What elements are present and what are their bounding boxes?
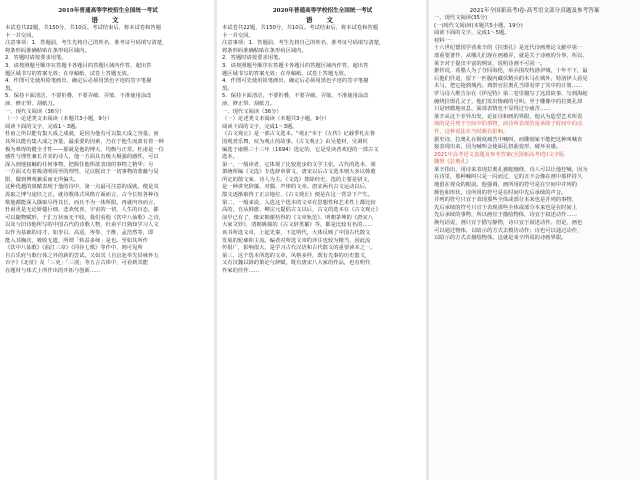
text-line: 杜甫更是无论妍媸巨细，悲欢忧喜，宇宙的一切，人生的百态，都 xyxy=(5,207,159,214)
text-line: 颜色和形状，诗所用的符号是在时间中先后承续的声音。 xyxy=(434,189,567,196)
subject-heading: 语 文 xyxy=(305,16,339,24)
text-line: 部重要著作，从哪儿们现在画被弄，就是关于诗画的分界，所以， xyxy=(434,52,588,59)
text-line: 本试卷共22题，共150分，共10页。考试结束后，将本试卷和答题 xyxy=(5,25,162,31)
text-line: 自古乐府与歌行体之外的新的尝试。又如其《自京赴奉先县咏怀五 xyxy=(5,252,159,259)
text-line: 传很广，影响很大，是学习古代汉语和古代散文的重要读本之一。 xyxy=(222,245,376,252)
text-line: 卡一并交回。 xyxy=(222,32,254,39)
exam-page-2020 xyxy=(214,0,428,480)
text-line: 先后承续的事物，所以画宜于描绘物体，诗宜于叙述动作…… xyxy=(434,212,578,219)
text-line: 莱辛指出，用诗来表现拉奥孔被蛇缠绕，诗人可以让他狂喊，因为 xyxy=(434,166,588,173)
text-line: 后他们佯退，留下一匹腹内藏伏精兵的木马在城外，特洛伊人看见 xyxy=(434,75,588,82)
text-line: 将条形码准确粘贴在条形码区域内。 xyxy=(222,47,307,54)
text-line: 能入其胸次，吸收无遗，所谓「转益多师」是也。至如其所作 xyxy=(5,237,149,244)
text-line: 并列的符号只宜于表现那些全体或部分本来也是并列的事物， xyxy=(434,197,578,204)
text-line: 只是轻微地叹息，面部表情也不显得过分痛苦…… xyxy=(434,106,551,113)
text-line: 第三，这个选本所选的文章，风格多样，既有先秦的历史散文， xyxy=(222,252,371,259)
text-line: 一、现代文阅读(35分) xyxy=(434,15,488,21)
text-line: (一)现代文阅读Ⅰ(本题共5小题，19分) xyxy=(434,22,523,29)
text-line: 《饮中八仙歌》《曲江三章》《同谷七歌》等作中，则可见所 xyxy=(5,245,143,252)
text-line: （一）论述类文本阅读（本题共3小题，9分） xyxy=(5,116,113,123)
text-line: 可以随物赋形，千汇万状而无不收。我们看他《饮中八仙歌》之诗， xyxy=(5,214,164,221)
text-line: （一）论述类文本阅读（本题共3小题，9分） xyxy=(222,116,330,123)
text-line: 第一，一般读者，它体现了比较进步的文学主张。古代的选本，梁 xyxy=(222,161,376,168)
exam-body-text xyxy=(222,25,423,276)
text-line: 这种优越的禀赋表现于他的诗中，第一点最可注意的成就，便是其 xyxy=(5,184,159,191)
text-line: 液、修正带、刮纸刀。 xyxy=(5,100,58,107)
exam-body-text xyxy=(5,25,211,276)
text-line: 一、现代文阅读（36分） xyxy=(222,108,282,115)
text-line: 前早已有了，像宋朝谢枋得的《文章轨范》、明朝茅坤的《唐宋八 xyxy=(222,214,373,221)
text-line: 萧统所编《文选》专选辞章骈文，唐宋以后古文选本则大多以韩愈 xyxy=(222,169,376,176)
text-line: 所定的散文家、诗人为主。《文选》排除经史，选的主要是骈文， xyxy=(222,176,373,183)
text-line: 据传说，希腊人为了夺回海伦，举兵围攻特洛伊城，十年不下，最 xyxy=(434,68,588,75)
page-title: 2021年全国新高考I卷-高考语文部分真题及参考答案 xyxy=(469,8,600,14)
text-line: 一、现代文阅读（36分） xyxy=(5,108,65,115)
text-line: 十八世纪德国学者莱辛的《拉奥孔》是近代诗画理论文献中第一 xyxy=(434,45,583,52)
text-line: 汲取之博与途径之正。就诗歌体式风格方面而言，古今长短各种诗 xyxy=(5,192,159,199)
page-title: 2020年普通高等学校招生全国统一考试 xyxy=(272,8,373,14)
text-line: 一方面又有着极清明周至的理性，足以脱出于一切事物的蒙蔽与局 xyxy=(5,169,159,176)
text-line: 液、修正带、刮纸刀。 xyxy=(222,100,275,107)
text-line: 可以通过物体，以暗示的方式去模仿动作；诗也可以通过动作， xyxy=(434,227,583,234)
page-title: 2019年普通高等学校招生全国统一考试 xyxy=(58,8,158,14)
text-line: 木马，把它拖到城内。典祭官拉奥孔当即看穿了其中的计策…… xyxy=(434,83,583,90)
text-line: 黑。 xyxy=(222,85,233,92)
text-line: 高的，自从韩愈、柳宗元提倡古文以后，古文的选本在《古文观止》 xyxy=(222,207,381,214)
text-line: 其所以能有集大成之容量，最重要的因素，乃在于他生而禀有着一种 xyxy=(5,138,164,145)
text-line: 深入到他接触的任何事物，把握住他所欲表现的事物之精华；另 xyxy=(5,161,154,168)
text-line: 散文逐渐取得了正宗地位，《古文观止》便是在这一背景下产生。 xyxy=(222,192,373,199)
text-line: 感性与理性兼长并美的诗人，他一方面具有极大极强的感性，可以 xyxy=(5,154,159,161)
text-line: 卡一并交回。 xyxy=(5,32,37,39)
text-line: 百字》《北征》及「三吏」「三别」等五言古体中，可看到其能 xyxy=(5,260,149,267)
text-line: 注意事项：1．答题前，考生先将自己的姓名、准考证号码填写清楚， xyxy=(222,40,385,47)
text-line: 现的是并列于空间中的事物，而诗所表现的是承续于时间中的动 xyxy=(434,121,583,128)
text-line: 以暗示的方式去描绘物体。这就是莱辛所说的诗画界限。 xyxy=(434,235,567,242)
text-line: 缠绕拉奥孔父子，他们发出惨痛的号叫。至于雕像中的拉奥孔却 xyxy=(434,98,583,105)
text-line: 据史诗，拉奥孔在极度痛苦中喊叫，而雕刻家不能把这种叫喊直 xyxy=(434,136,583,143)
text-line: 第二，一般来说，入选这个选本的文章在思想性和艺术性上都比较 xyxy=(222,199,376,206)
text-line: 题区域书写的答案无效；在草稿纸、试卷上答题无效。 xyxy=(222,70,350,77)
text-line: 材料一： xyxy=(434,37,456,44)
text-line: 在诗里，那种喊叫只是一闪而过，它的丑不会像在画中那样持久 xyxy=(434,174,583,181)
text-line: 以作为基础的诗才，如李白、高适、岑参、王维、孟浩然等，即 xyxy=(5,230,154,237)
text-line: 地留在观众的眼前。他强调，画所用的符号是在空间中并列的 xyxy=(434,182,578,189)
text-line: 杜甫之所以能有集大成之成就，是因为他有可以集大成之容量。而 xyxy=(5,131,159,138)
text-line: 阅读下面的文字，完成1～5题。 xyxy=(434,30,510,37)
text-line: 限，做到博观兼采而无所偏失。 xyxy=(5,176,80,183)
text-line: 注意事项：1．答题前，考生先将自己的姓名、准考证号码填写清楚， xyxy=(5,40,168,47)
text-line: 发展的轮廓和主流。编者对所选文章的评注也较为精当，因此流 xyxy=(222,237,371,244)
text-line: 4．作图可先使用铅笔画出，确定后必须用黑色字迹的签字笔描 xyxy=(222,78,369,85)
text-line: 本试卷共22题，共150分，共10页。考试结束后，将本试卷和答题 xyxy=(222,25,379,31)
text-line: 阅读下面的文字，完成1～3题。 xyxy=(222,123,298,130)
text-line: 3．请按照题号顺序在答题卡各题目的答题区域内作答，超出答 xyxy=(5,62,152,69)
text-line: 5．保持卡面清洁，不要折叠，不要弄破、弄皱，不准使用涂改 xyxy=(222,93,369,100)
subject-heading: 语 文 xyxy=(91,16,125,24)
text-line: 2．答题时请按要求用笔。 xyxy=(5,55,67,62)
text-line: 雕塑《拉奥孔》 xyxy=(434,159,472,166)
text-line: 作，这种说法在当时颇有影响。 xyxy=(434,128,509,135)
text-line: 换句话说，画只宜于描写静物，诗只宜于叙述动作。但是，画也 xyxy=(434,220,583,227)
text-line: 作家的佳作…… xyxy=(222,268,260,274)
text-line: 题区域书写的答案无效；在草稿纸、试卷上答题无效。 xyxy=(5,70,133,77)
exam-page-2021 xyxy=(426,0,640,480)
text-line: 又有汉魏以降的策论与辞赋，既有唐宋八大家的作品，也有明代 xyxy=(222,260,371,267)
text-line: 选本。 xyxy=(222,154,238,161)
text-line: 先后承续的符号只宜于表现那些全体或部分本来也是在时间上 xyxy=(434,204,578,211)
text-line: 4．作图可先使用铅笔画出，确定后必须用黑色字迹的签字笔描 xyxy=(5,78,152,85)
text-line: 歌他都能深入撷取尽得其长，而且不为一体所限。再就内容而言， xyxy=(5,199,159,206)
text-line: 以及与旧诗他所写的中国古代的诗歌人物，杜甫平日熟知学习人文 xyxy=(5,222,159,229)
text-line: 阅读下面的文字，完成1～3题。 xyxy=(5,123,81,130)
text-line: 2021年高考语文真题及参考答案(全国新高考Ⅰ卷)文字版 xyxy=(434,151,565,158)
text-line: 接表现出来，因为喊叫会使面孔扭曲变形，破坏美感。 xyxy=(434,144,562,151)
text-line: 2．答题时请按要求用笔。 xyxy=(222,55,284,62)
text-line: 在题材与体式上所作出的开拓与创新…… xyxy=(5,268,101,274)
text-line: 大家文钞》，清朝姚鼐的《古文辞类纂》等，都是比较有名的…… xyxy=(222,222,373,229)
text-line: 该书所选文章，上起先秦，下迄明代，大体反映了中国古代散文 xyxy=(222,230,371,237)
text-line: 3．请按照题号顺序在答题卡各题目的答题区域内作答，超出答 xyxy=(222,62,369,69)
text-line: 极为难得的健全才性——那就是他的博大、均衡与正常。杜甫是一位 xyxy=(5,146,164,153)
text-line: 黑。 xyxy=(5,85,16,92)
text-line: 将条形码准确粘贴在条形码区域内。 xyxy=(5,47,90,54)
text-line: 《古文观止》是一部古文选本。"观止"本于《左传》记载季札在鲁 xyxy=(222,131,376,138)
text-line: 莱辛从这个差异出发，论证诗和画的界限，他认为造型艺术所表 xyxy=(434,113,583,120)
text-line: 5．保持卡面清洁，不要折叠，不要弄破、弄皱，不准使用涂改 xyxy=(5,93,152,100)
text-line: 罗马诗人维吉尔在《伊尼特》第二卷里描写了这段故事，写到海蛇 xyxy=(434,90,588,97)
text-line: 是一种讲究辞藻、对偶、声律的文章。唐宋两代古文运动以后， xyxy=(222,184,371,191)
text-line: 国观赏乐舞，叹为观止的故事。《古文观止》由吴楚材、吴调侯 xyxy=(222,138,368,145)
text-line: 莱辛对于提出丰富的例证，说明诗画不可同一。 xyxy=(434,60,546,67)
exam-body-text xyxy=(434,15,635,243)
text-line: 编选于康熙三十三年（1694）选定的，它是受读者欢迎的一部古文 xyxy=(222,146,379,153)
exam-page-2019 xyxy=(0,0,216,480)
